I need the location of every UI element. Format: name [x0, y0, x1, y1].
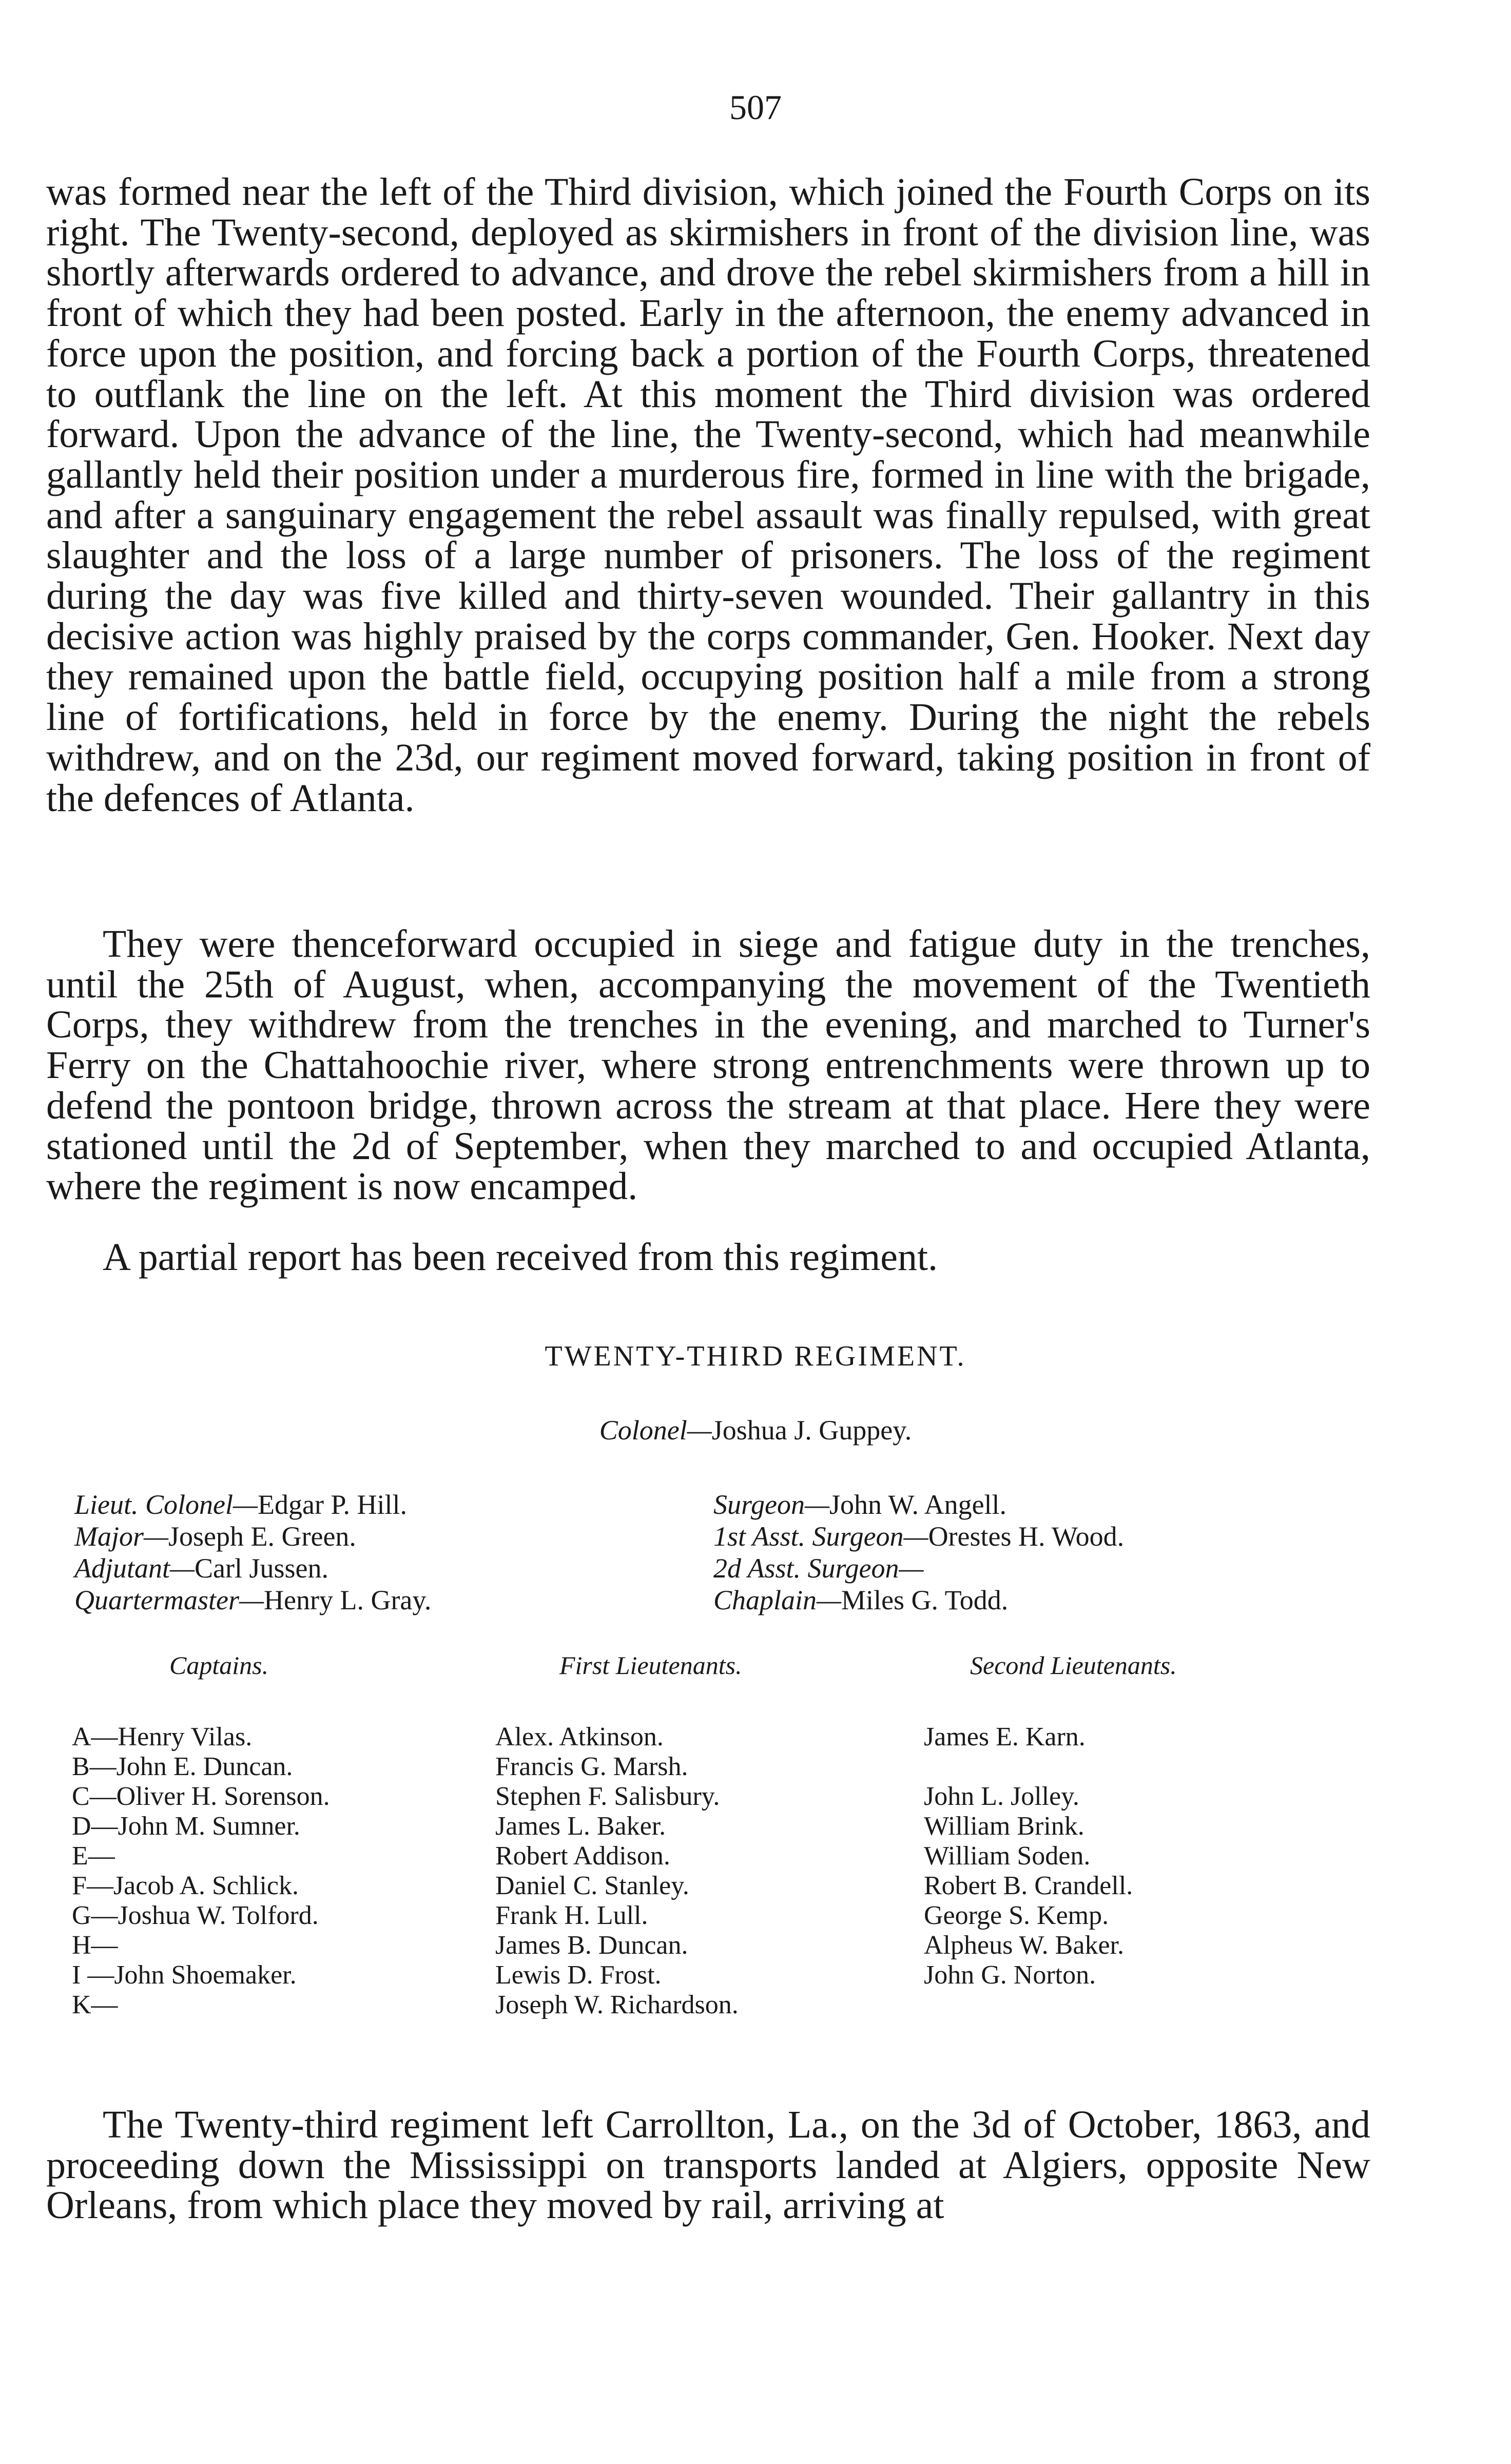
paragraph-text: The Twenty-third regiment left Carrollton, La., on the 3d of October, 1863, and proceeding down the Mississippi on transports landed at Algiers, opposite New Orleans, from which place they moved by rail, arriving at: [46, 2103, 1370, 2227]
colonel-line: [0, 1414, 1511, 1446]
roster-entry: A—Henry Vilas.: [72, 1722, 253, 1751]
officer-role: Major—: [74, 1521, 169, 1552]
second-lieutenants-header: Second Lieutenants.: [970, 1651, 1177, 1680]
page-number: 507: [729, 88, 782, 127]
roster-entry: James B. Duncan.: [495, 1931, 688, 1960]
paragraph-1: [46, 172, 1370, 818]
paragraph-4: [46, 2105, 1370, 2226]
officer-entry: [713, 1489, 1124, 1520]
officer-name: Orestes H. Wood.: [928, 1521, 1125, 1552]
paragraph-text: A partial report has been received from this regiment.: [103, 1236, 938, 1279]
roster-entry: James L. Baker.: [495, 1812, 666, 1841]
roster-entry: William Brink.: [924, 1812, 1084, 1841]
officer-role: 1st Asst. Surgeon—: [713, 1521, 928, 1552]
roster-entry: John G. Norton.: [924, 1960, 1096, 1990]
roster-entry: Frank H. Lull.: [495, 1901, 648, 1930]
captains-header: Captains.: [169, 1651, 269, 1680]
officer-entry: [74, 1520, 431, 1552]
officer-role: Adjutant—: [74, 1553, 195, 1584]
first-lieutenants-header: First Lieutenants.: [559, 1651, 742, 1680]
section-title: TWENTY-THIRD REGIMENT.: [545, 1340, 966, 1372]
roster-entry: Joseph W. Richardson.: [495, 1990, 739, 2019]
officer-role: 2d Asst. Surgeon—: [713, 1553, 924, 1584]
captains-column: [72, 1722, 330, 2020]
roster-entry: D—John M. Sumner.: [72, 1812, 300, 1841]
paragraph-3: [46, 1237, 1370, 1278]
roster-entry: E—: [72, 1841, 115, 1871]
roster-entry: K—: [72, 1990, 118, 2019]
field-officers-left: [74, 1489, 431, 1616]
roster-entry: Robert Addison.: [495, 1841, 670, 1871]
officer-entry: [713, 1520, 1124, 1552]
roster-entry: Daniel C. Stanley.: [495, 1871, 689, 1900]
roster-entry: C—Oliver H. Sorenson.: [72, 1782, 330, 1811]
officer-name: Edgar P. Hill.: [258, 1489, 408, 1520]
roster-entry: George S. Kemp.: [924, 1901, 1109, 1930]
second-lieutenants-column: [924, 1722, 1133, 2020]
paragraph-text: They were thenceforward occupied in siege and fatigue duty in the trenches, until the 25th of August, when, accompanying the movement of the Twentieth Corps, they withdrew from the trenches in the evening, and marched to Turner's Ferry on the Chattahoochie river, where strong entrenchments were thrown up to defend the pontoon bridge, thrown across the stream at that place. Here they were stationed until the 2d of September, when they marched to and occupied Atlanta, where the regiment is now encamped.: [46, 922, 1370, 1208]
officer-name: John W. Angell.: [829, 1489, 1007, 1520]
paragraph-2: [46, 924, 1370, 1207]
roster-entry: Stephen F. Salisbury.: [495, 1782, 720, 1811]
officer-entry: [74, 1584, 431, 1616]
roster-entry: William Soden.: [924, 1841, 1091, 1871]
officer-entry: [713, 1552, 1124, 1584]
officer-name: Miles G. Todd.: [841, 1585, 1009, 1615]
officer-role: Surgeon—: [713, 1489, 829, 1520]
roster-entry: [924, 1990, 1133, 2020]
roster-entry: Alpheus W. Baker.: [924, 1931, 1124, 1960]
officer-entry: [713, 1584, 1124, 1616]
roster-entry: F—Jacob A. Schlick.: [72, 1871, 299, 1900]
officer-name: Carl Jussen.: [195, 1553, 328, 1584]
officer-name: Joshua J. Guppey.: [711, 1415, 912, 1446]
roster-entry: Alex. Atkinson.: [495, 1722, 664, 1751]
officer-role: Chaplain—: [713, 1585, 842, 1615]
officer-name: Joseph E. Green.: [168, 1521, 356, 1552]
officer-role: Lieut. Colonel—: [74, 1489, 258, 1520]
roster-entry: G—Joshua W. Tolford.: [72, 1901, 319, 1930]
officer-role: Quartermaster—: [74, 1585, 264, 1615]
officer-name: Henry L. Gray.: [264, 1585, 432, 1615]
officer-entry: [74, 1552, 431, 1584]
roster-entry: James E. Karn.: [924, 1722, 1086, 1751]
first-lieutenants-column: [495, 1722, 739, 2020]
roster-entry: [924, 1752, 1133, 1782]
officer-role: Colonel—: [599, 1415, 712, 1446]
field-officers-right: [713, 1489, 1124, 1616]
roster-entry: B—John E. Duncan.: [72, 1752, 293, 1781]
roster-entry: H—: [72, 1931, 118, 1960]
roster-entry: John L. Jolley.: [924, 1782, 1079, 1811]
paragraph-text: was formed near the left of the Third division, which joined the Fourth Corps on its right. The Twenty-second, deployed as skirmishers in front of the division line, was shortly afterwards ordered to advance, and drove the rebel skirmishers from a hill in front of which they had been posted. Early in the afternoon, the enemy advanced in force upon the position, and forcing back a portion of the Fourth Corps, threatened to outflank the line on the left. At this moment the Third division was ordered forward. Upon the advance of the line, the Twenty-second, which had meanwhile gallantly held their position under a murderous fire, formed in line with the brigade, and after a sanguinary engagement the rebel assault was finally repulsed, with great slaughter and the loss of a large number of prisoners. The loss of the regiment during the day was five killed and thirty-seven wounded. Their gallantry in this decisive action was highly praised by the corps commander, Gen. Hooker. Next day they remained upon the battle field, occupying position half a mile from a strong line of fortifications, held in force by the enemy. During the night the rebels withdrew, and on the 23d, our regiment moved forward, taking position in front of the defences of Atlanta.: [46, 170, 1370, 820]
roster-entry: Francis G. Marsh.: [495, 1752, 688, 1781]
roster-entry: I —John Shoemaker.: [72, 1960, 297, 1990]
officer-entry: [74, 1489, 431, 1520]
roster-entry: Lewis D. Frost.: [495, 1960, 662, 1990]
roster-entry: Robert B. Crandell.: [924, 1871, 1133, 1900]
